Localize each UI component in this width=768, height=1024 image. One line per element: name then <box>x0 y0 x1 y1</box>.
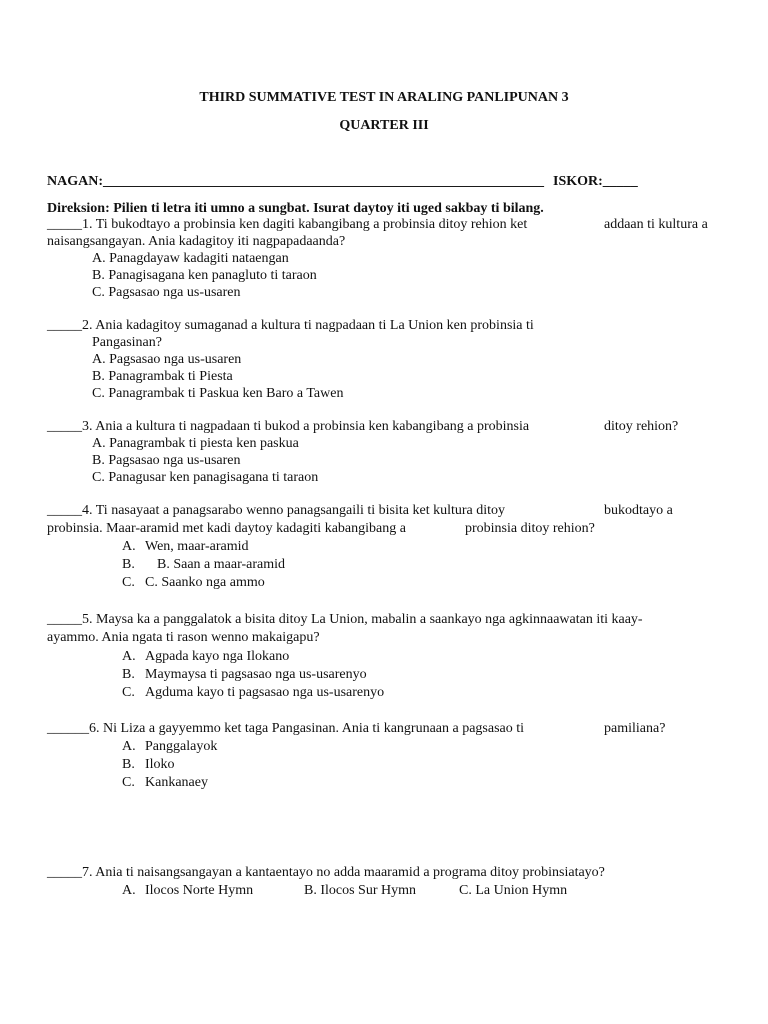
option-7a-letter: A. <box>122 883 136 898</box>
option-6c-letter: C. <box>122 775 135 790</box>
question-4-text-line2: probinsia. Maar-aramid met kadi daytoy kadagiti kabangibang a <box>47 521 406 536</box>
question-1-text-cont: addaan ti kultura a <box>604 217 708 232</box>
option-6a-letter: A. <box>122 739 136 754</box>
test-title: THIRD SUMMATIVE TEST IN ARALING PANLIPUNAN 3 <box>199 90 569 105</box>
option-4b-letter: B. <box>122 557 135 572</box>
option-4c: C. Saanko nga ammo <box>145 575 265 590</box>
question-2-text-line2: Pangasinan? <box>92 335 162 350</box>
question-2-text: _____2. Ania kadagitoy sumaganad a kultura ti nagpadaan ti La Union ken probinsia ti <box>47 318 534 333</box>
directions: Direksion: Pilien ti letra iti umno a sungbat. Isurat daytoy iti uged sakbay ti bilang. <box>47 201 544 216</box>
question-4-text-line2-cont: probinsia ditoy rehion? <box>465 521 595 536</box>
question-4-text: _____4. Ti nasayaat a panagsarabo wenno panagsangaili ti bisita ket kultura ditoy <box>47 503 506 518</box>
option-3a: A. Panagrambak ti piesta ken paskua <box>92 436 299 451</box>
option-4b: B. Saan a maar-aramid <box>157 557 285 572</box>
question-1-text-line2: naisangsangayan. Ania kadagitoy iti nagpapadaanda? <box>47 234 346 249</box>
option-1c: C. Pagsasao nga us-usaren <box>92 285 241 300</box>
question-5-text-line2: ayammo. Ania ngata ti rason wenno makaigapu? <box>47 630 320 645</box>
question-1-text: _____1. Ti bukodtayo a probinsia ken dagiti kabangibang a probinsia ditoy rehion ket <box>47 217 528 232</box>
option-2c: C. Panagrambak ti Paskua ken Baro a Tawen <box>92 386 344 401</box>
option-7a: Ilocos Norte Hymn <box>145 883 254 898</box>
option-6b: Iloko <box>145 757 175 772</box>
option-1a: A. Panagdayaw kadagiti nataengan <box>92 251 289 266</box>
option-2b: B. Panagrambak ti Piesta <box>92 369 233 384</box>
question-6-text: ______6. Ni Liza a gayyemmo ket taga Pangasinan. Ania ti kangrunaan a pagsasao ti <box>47 721 525 736</box>
question-3-text: _____3. Ania a kultura ti nagpadaan ti bukod a probinsia ken kabangibang a probinsia <box>47 419 530 434</box>
option-6b-letter: B. <box>122 757 135 772</box>
name-field-line: NAGAN:_______________________________________________________________ <box>47 174 544 189</box>
option-5a-letter: A. <box>122 649 136 664</box>
quarter-heading: QUARTER III <box>339 118 429 133</box>
question-6-text-cont: pamiliana? <box>604 721 666 736</box>
option-7c: C. La Union Hymn <box>459 883 568 898</box>
option-3c: C. Panagusar ken panagisagana ti taraon <box>92 470 319 485</box>
option-5c: Agduma kayo ti pagsasao nga us-usarenyo <box>145 685 385 700</box>
option-1b: B. Panagisagana ken panagluto ti taraon <box>92 268 317 283</box>
option-5a: Agpada kayo nga Ilokano <box>145 649 290 664</box>
question-3-text-cont: ditoy rehion? <box>604 419 679 434</box>
option-4a-letter: A. <box>122 539 136 554</box>
question-5-text: _____5. Maysa ka a panggalatok a bisita ditoy La Union, mabalin a saankayo nga agkinnaawatan iti kaay- <box>47 612 643 627</box>
option-4a: Wen, maar-aramid <box>145 539 249 554</box>
option-7b: B. Ilocos Sur Hymn <box>304 883 416 898</box>
option-3b: B. Pagsasao nga us-usaren <box>92 453 241 468</box>
option-5b-letter: B. <box>122 667 135 682</box>
score-field-line: ISKOR:_____ <box>553 174 638 189</box>
option-6a: Panggalayok <box>145 739 218 754</box>
question-7-text: _____7. Ania ti naisangsangayan a kantaentayo no adda maaramid a programa ditoy probinsiatayo? <box>47 865 605 880</box>
option-6c: Kankanaey <box>145 775 208 790</box>
option-2a: A. Pagsasao nga us-usaren <box>92 352 242 367</box>
option-5c-letter: C. <box>122 685 135 700</box>
option-5b: Maymaysa ti pagsasao nga us-usarenyo <box>145 667 367 682</box>
option-4c-letter: C. <box>122 575 135 590</box>
question-4-text-cont: bukodtayo a <box>604 503 673 518</box>
